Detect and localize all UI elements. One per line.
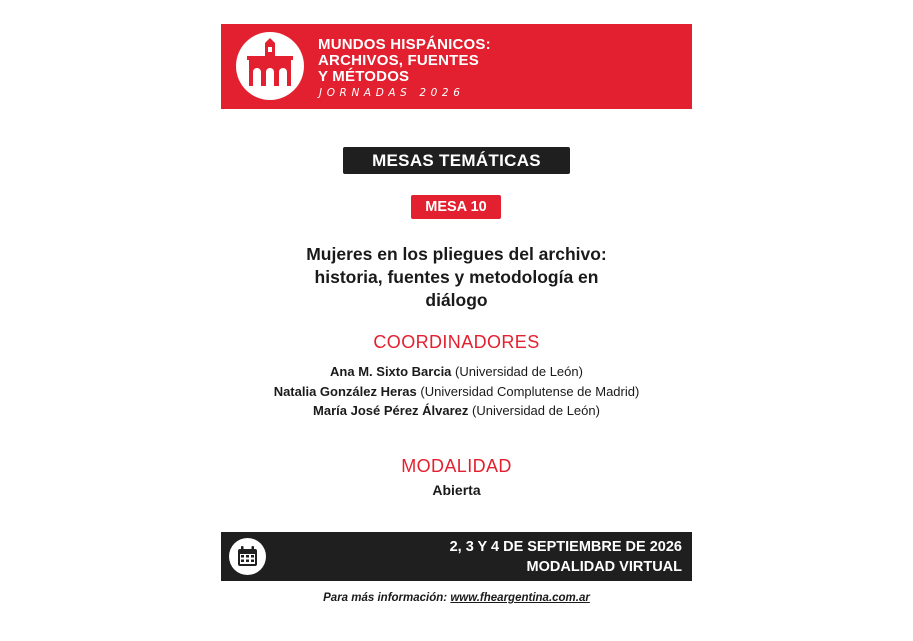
coordinador-affiliation: (Universidad de León) xyxy=(472,403,600,418)
header-banner xyxy=(221,24,692,109)
arches-building-icon xyxy=(236,32,304,100)
section-badge: MESAS TEMÁTICAS xyxy=(343,147,570,174)
event-title-line: Y MÉTODOS xyxy=(318,68,410,85)
logo xyxy=(236,32,304,100)
event-title-line: ARCHIVOS, FUENTES xyxy=(318,52,479,69)
event-subtitle: JORNADAS 2026 xyxy=(319,87,465,99)
coordinador-affiliation: (Universidad de León) xyxy=(455,364,583,379)
event-mode: MODALIDAD VIRTUAL xyxy=(526,559,682,575)
coordinador-name: María José Pérez Álvarez xyxy=(313,403,469,418)
calendar-badge xyxy=(229,538,266,575)
website-link[interactable]: www.fheargentina.com.ar xyxy=(450,592,590,604)
coordinador-affiliation: (Universidad Complutense de Madrid) xyxy=(420,383,640,399)
coordinador-name: Ana M. Sixto Barcia xyxy=(330,364,452,379)
event-title-line: MUNDOS HISPÁNICOS: xyxy=(318,36,491,53)
coordinador-name: Natalia González Heras xyxy=(273,383,417,399)
calendar-icon xyxy=(229,538,266,575)
coordinadores-heading: COORDINADORES xyxy=(373,332,540,352)
info-prefix: Para más información: xyxy=(323,592,448,604)
footer-banner xyxy=(221,532,692,581)
mesa-title-line: historia, fuentes y metodología en xyxy=(314,267,599,287)
event-title xyxy=(318,37,678,85)
mesa-badge: MESA 10 xyxy=(411,195,501,219)
info-line xyxy=(221,592,692,604)
coordinadores-list xyxy=(256,362,657,421)
coordinador-item xyxy=(256,401,657,421)
coordinador-item xyxy=(256,362,657,382)
mesa-title-line: diálogo xyxy=(425,290,488,310)
modalidad-value: Abierta xyxy=(432,482,481,498)
modalidad-heading: MODALIDAD xyxy=(401,456,512,476)
mesa-title xyxy=(256,243,657,312)
mesa-title-line: Mujeres en los pliegues del archivo: xyxy=(306,244,607,264)
coordinador-item xyxy=(256,382,657,402)
event-dates: 2, 3 Y 4 DE SEPTIEMBRE DE 2026 xyxy=(449,539,682,555)
